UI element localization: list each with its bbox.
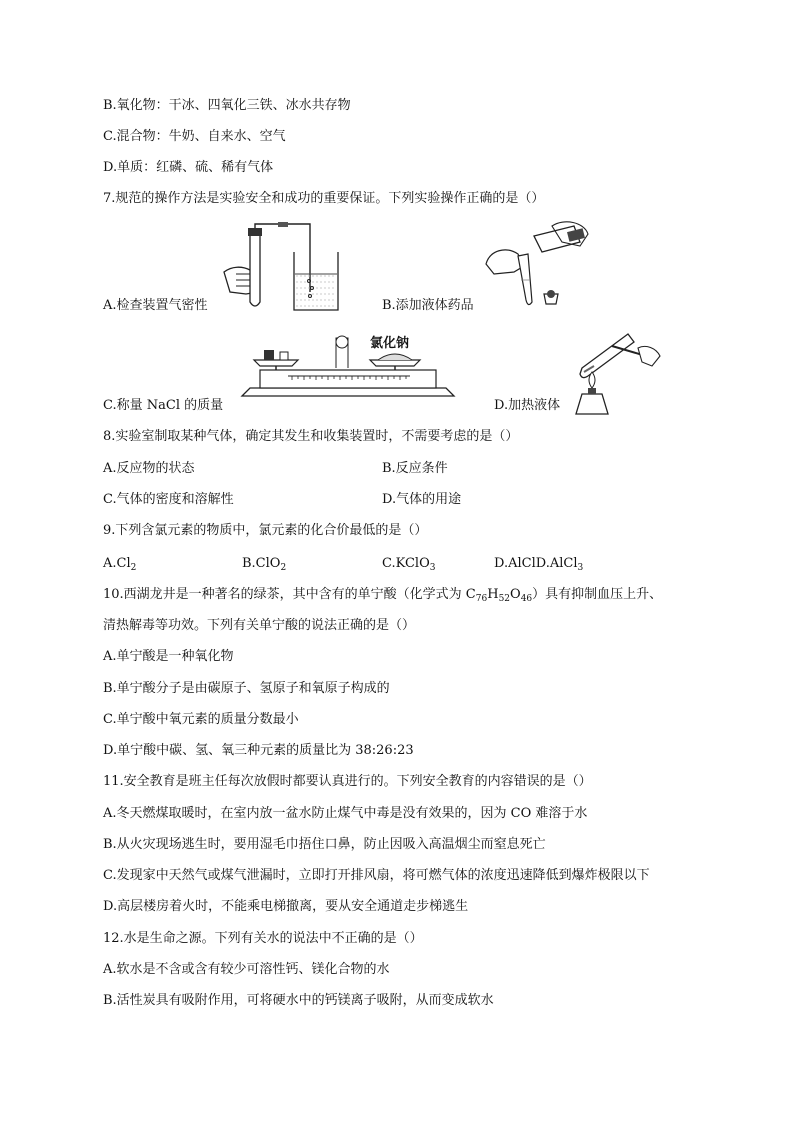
q9-stem: 9.下列含氯元素的物质中，氯元素的化合价最低的是（） (103, 523, 428, 538)
q7-option-a: A.检查装置气密性 (103, 298, 208, 313)
q7-stem: 7.规范的操作方法是实验安全和成功的重要保证。下列实验操作正确的是（） (103, 191, 545, 206)
q8-stem: 8.实验室制取某种气体，确定其发生和收集装置时，不需要考虑的是（） (103, 429, 519, 444)
q7-option-c: C.称量 NaCl 的质量 (103, 398, 224, 413)
q6-option-c: C.混合物：牛奶、自来水、空气 (103, 129, 286, 144)
airtightness-check-figure (222, 222, 350, 314)
q10-option-c: C.单宁酸中氧元素的质量分数最小 (103, 712, 299, 727)
q10-stem-line2: 清热解毒等功效。下列有关单宁酸的说法正确的是（） (103, 618, 416, 633)
q12-option-b: B.活性炭具有吸附作用，可将硬水中的钙镁离子吸附，从而变成软水 (103, 993, 494, 1008)
q12-stem: 12.水是生命之源。下列有关水的说法中不正确的是（） (103, 931, 423, 946)
q11-option-d: D.高层楼房着火时，不能乘电梯撤离，要从安全通道走步梯逃生 (103, 899, 469, 914)
q6-option-b: B.氧化物：干冰、四氧化三铁、冰水共存物 (103, 98, 351, 113)
q8-option-d: D.气体的用途 (382, 492, 462, 507)
q10-option-d: D.单宁酸中碳、氢、氧三种元素的质量比为 38:26:23 (103, 743, 414, 758)
heat-liquid-figure (572, 326, 662, 418)
q9-option-a: $A.Cl_2$ (103, 556, 137, 573)
add-liquid-figure (484, 220, 589, 312)
q7-option-b: B.添加液体药品 (382, 298, 474, 313)
q11-option-b: B.从火灾现场逃生时，要用湿毛巾捂住口鼻，防止因吸入高温烟尘而窒息死亡 (103, 837, 546, 852)
q11-option-a: A.冬天燃煤取暖时，在室内放一盆水防止煤气中毒是没有效果的，因为 CO 难溶于水 (103, 806, 588, 821)
balance-label: 氯化钠 (370, 336, 410, 351)
q8-option-c: C.气体的密度和溶解性 (103, 492, 234, 507)
q10-stem-line1: 10.西湖龙井是一种著名的绿茶，其中含有的单宁酸（化学式为 $C_{76}H_{52}O_{46}$）具有抑制血压上升、 (103, 587, 663, 604)
q6-option-d: D.单质：红磷、硫、稀有气体 (103, 160, 274, 175)
q7-option-d: D.加热液体 (494, 398, 561, 413)
q8-option-a: A.反应物的状态 (103, 461, 195, 476)
q9-option-c: C.KClO$_3$ (382, 556, 436, 573)
q9-option-d: D.AlClD.AlCl$_3$ (494, 556, 584, 573)
q8-option-b: B.反应条件 (382, 461, 448, 476)
q12-option-a: A.软水是不含或含有较少可溶性钙、镁化合物的水 (103, 962, 390, 977)
q11-option-c: C.发现家中天然气或煤气泄漏时，立即打开排风扇，将可燃气体的浓度迅速降低到爆炸极限以下 (103, 868, 650, 883)
balance-figure (240, 334, 456, 404)
q9-option-b: B.ClO$_2$ (242, 556, 287, 573)
q10-option-a: A.单宁酸是一种氧化物 (103, 649, 234, 664)
q11-stem: 11.安全教育是班主任每次放假时都要认真进行的。下列安全教育的内容错误的是（） (103, 774, 592, 789)
q10-option-b: B.单宁酸分子是由碳原子、氢原子和氧原子构成的 (103, 681, 390, 696)
